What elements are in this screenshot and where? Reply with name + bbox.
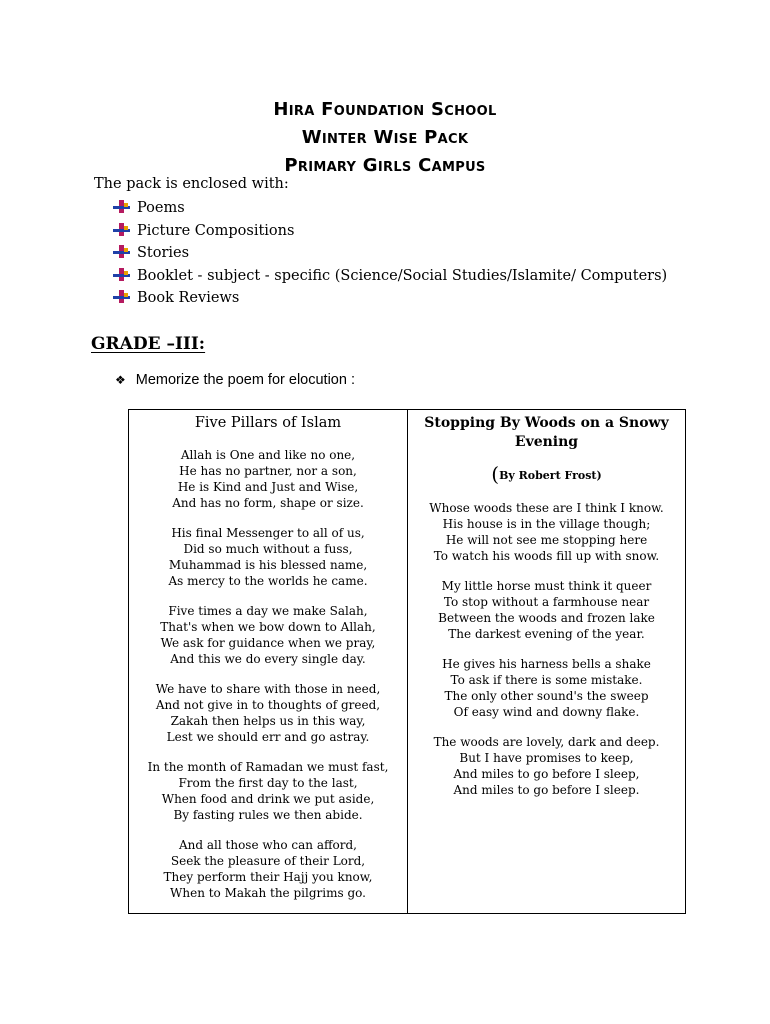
list-item <box>113 242 667 265</box>
poem-line: To ask if there is some mistake. <box>450 673 643 687</box>
poem-line: And not give in to thoughts of greed, <box>155 698 381 712</box>
grade-heading: GRADE –III: <box>91 334 206 354</box>
memorize-instruction <box>115 372 355 388</box>
stanza <box>129 837 407 901</box>
list-item-label: Booklet - subject - specific (Science/Social Studies/Islamite/ Computers) <box>137 267 668 284</box>
poem-left-column <box>129 410 408 913</box>
poem-line: His house is in the village though; <box>442 517 651 531</box>
poem-right-column <box>408 410 685 913</box>
poem-line: And all those who can afford, <box>179 838 357 852</box>
poem-line: They perform their Hajj you know, <box>163 870 373 884</box>
stanza <box>129 759 407 823</box>
stanza <box>408 500 685 564</box>
diamond-bullet-icon: ❖ <box>115 373 126 387</box>
poem-line: My little horse must think it queer <box>441 579 652 593</box>
poem-line: By fasting rules we then abide. <box>173 808 363 822</box>
poem-line: Whose woods these are I think I know. <box>429 501 664 515</box>
list-item <box>113 265 667 288</box>
poem-line: He gives his harness bells a shake <box>442 657 651 671</box>
poem-line: In the month of Ramadan we must fast, <box>147 760 389 774</box>
poem-line: And miles to go before I sleep, <box>453 767 640 781</box>
bullet-icon <box>113 223 133 239</box>
pack-items-list <box>113 197 667 310</box>
poem-line: The darkest evening of the year. <box>448 627 645 641</box>
pack-title: Winter Wise Pack <box>301 127 469 148</box>
poem-line: Zakah then helps us in this way, <box>170 714 366 728</box>
poem-line: Lest we should err and go astray. <box>166 730 370 744</box>
author-paren: ( <box>491 462 500 486</box>
poem-line: When food and drink we put aside, <box>161 792 375 806</box>
poem-line: Seek the pleasure of their Lord, <box>170 854 366 868</box>
poem-title: Five Pillars of Islam <box>194 415 342 431</box>
list-item <box>113 197 667 220</box>
poems-table <box>128 409 686 914</box>
poem-line: Muhammad is his blessed name, <box>168 558 368 572</box>
bullet-icon <box>113 290 133 306</box>
poem-line: And miles to go before I sleep. <box>453 783 640 797</box>
poem-line: He is Kind and Just and Wise, <box>177 480 359 494</box>
poem-line: From the first day to the last, <box>178 776 358 790</box>
author-name: By Robert Frost) <box>499 469 602 482</box>
poem-line: When to Makah the pilgrims go. <box>170 886 366 900</box>
poem-line: To stop without a farmhouse near <box>443 595 650 609</box>
poem-line: The only other sound's the sweep <box>444 689 649 703</box>
poem-line: The woods are lovely, dark and deep. <box>433 735 660 749</box>
list-item-label: Stories <box>137 245 190 262</box>
bullet-icon <box>113 200 133 216</box>
poem-line: We have to share with those in need, <box>155 682 381 696</box>
bullet-icon <box>113 245 133 261</box>
stanza <box>129 681 407 745</box>
poem-line: And has no form, shape or size. <box>172 496 364 510</box>
poem-author <box>408 462 685 486</box>
poem-line: That's when we bow down to Allah, <box>160 620 376 634</box>
bullet-icon <box>113 268 133 284</box>
poem-line: But I have promises to keep, <box>459 751 634 765</box>
intro-text: The pack is enclosed with: <box>94 176 289 192</box>
list-item-label: Picture Compositions <box>137 222 295 239</box>
document-header <box>0 96 770 180</box>
poem-title: Stopping By Woods on a Snowy Evening <box>424 415 669 450</box>
poem-line: And this we do every single day. <box>170 652 366 666</box>
stanza <box>129 603 407 667</box>
list-item-label: Poems <box>137 200 185 217</box>
poem-line: Allah is One and like no one, <box>180 448 356 462</box>
poem-line: He will not see me stopping here <box>445 533 648 547</box>
list-item-label: Book Reviews <box>137 290 240 307</box>
stanza <box>408 734 685 798</box>
poem-line: Of easy wind and downy flake. <box>453 705 640 719</box>
poem-line: He has no partner, nor a son, <box>179 464 357 478</box>
poem-line: As mercy to the worlds he came. <box>168 574 368 588</box>
list-item <box>113 220 667 243</box>
poem-line: Five times a day we make Salah, <box>168 604 368 618</box>
campus-name: Primary Girls Campus <box>284 155 486 176</box>
poem-line: To watch his woods fill up with snow. <box>433 549 660 563</box>
poem-line: His final Messenger to all of us, <box>171 526 365 540</box>
memorize-text: Memorize the poem for elocution : <box>135 372 355 388</box>
list-item <box>113 287 667 310</box>
poem-line: Did so much without a fuss, <box>183 542 353 556</box>
poem-line: Between the woods and frozen lake <box>438 611 655 625</box>
stanza <box>408 656 685 720</box>
stanza <box>408 578 685 642</box>
school-name: Hira Foundation School <box>273 99 497 120</box>
stanza <box>129 447 407 511</box>
stanza <box>129 525 407 589</box>
poem-line: We ask for guidance when we pray, <box>160 636 376 650</box>
